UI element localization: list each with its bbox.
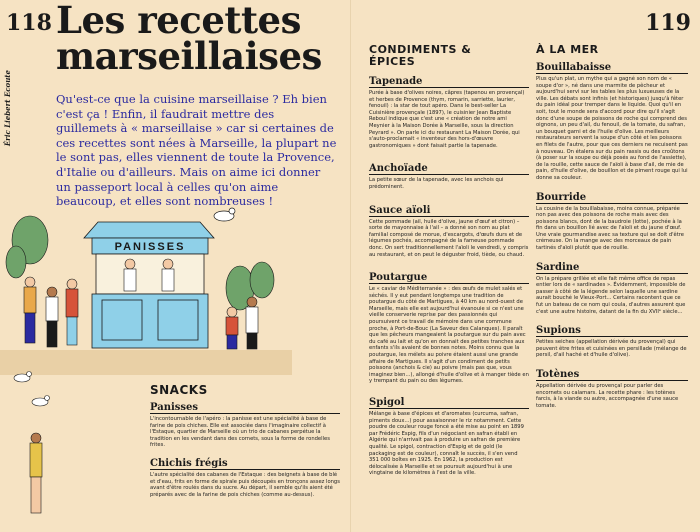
entry-text: Purée à base d'olives noires, câpres (tapenou en provençal) et herbes de Provence (thym, romarin, sarriette, laurier, fenouil) : la star de tout apéro. Dans le best-seller La Cuisinière provençale (1897), le cuisinier Jean Baptiste Reboul indique que c'est une « création de notre ami Meynier à la Maison Dorée à Marseille, sous la direction Peyrard ». On parle ici du restaurant La Maison Dorée, qui s'auto-proclamait « inventeur des hors-d'œuvre gastronomiques » dont faisait partie la tapenade. [369, 90, 525, 149]
entry-panisses [150, 402, 340, 449]
entry-text: L'autre spécialité des cabanes de l'Estaque : des beignets à base de blé et d'eau, frits en forme de spirale puis découpés en tronçons assez longs avant d'être roulés dans du sucre. Au départ, il semble qu'ils aient été préparés avec de la farine de pois chiches (comme au-dessus). [150, 471, 340, 498]
divider [536, 203, 688, 204]
divider [369, 87, 529, 88]
entry-title: Tapenade [369, 76, 423, 87]
intro-paragraph: Qu'est-ce que la cuisine marseillaise ? Eh bien c'est ça ! Enfin, il faudrait mettre des guillemets à « marseillaise » car si certaines de ces recettes sont nées à Marseille, la plupart ne le sont pas, elles viennent de toute la Provence, d'Italie ou d'ailleurs. Mais on aime ici donner un passeport local à celles qu'on aime beaucoup, et elles sont nombreuses ! [56, 92, 337, 209]
entry-text: Mélange à base d'épices et d'aromates (curcuma, safran, piments doux...) pour assaisonner le riz notamment. Cette poudre de couleur rouge foncé a été mise au point en 1899 par Frédéric Espig, fils d'un négociant en safran établi en Algérie qui n'arrivait pas à produire un safran de première qualité. Le spigol, contraction d'Espig et de gold (le packaging est de couleur), connaît le succès, il s'en vend 351 000 boîtes en 1925. En 1962, la production est délocalisée à Marseille et se poursuit aujourd'hui à une vingtaine de kilomètres à l'est de la ville. [369, 411, 524, 477]
entry-sardine [536, 262, 688, 316]
entry-supions [536, 325, 688, 359]
kiosk-sign: PANISSES [114, 241, 186, 253]
divider [369, 216, 529, 217]
section-heading-snacks: SNACKS [150, 383, 208, 397]
entry-text: Cette pommade (ail, huile d'olive, jaune d'œuf et citron) – sorte de mayonnaise à l'ail – a donné son nom au plat familial composé de morue, d'escargots, d'œufs durs et de légumes pochés, accompagné de la fameuse pommade donc. On sert traditionnellement l'aïoli le vendredi, y compris au restaurant, et on peut le déguster froid, tiède, ou chaud. [369, 218, 529, 258]
entry-bourride [536, 192, 688, 252]
divider [536, 336, 688, 337]
entry-title: Spigol [369, 397, 405, 408]
entry-title: Anchoïade [369, 163, 428, 175]
page-number-right: 119 [645, 10, 691, 36]
divider [150, 469, 340, 470]
entry-text: L'incontournable de l'apéro : la panisse est une spécialité à base de farine de pois chiches. Elle est associée dans l'imaginaire collectif à l'Estaque, quartier de Marseille où un trio de cabanes perpétue la tradition en les vendant dans des cornets, sous la forme de rondelles frites. [150, 416, 330, 449]
entry-text: Appellation dérivée du provençal pour parler des encornets ou calamars. La recette phare : les totènes farcis, à la viande ou autre, accompagnée d'une sauce tomate. [536, 383, 679, 409]
entry-text: La cousine de la bouillabaisse, moins connue, préparée non pas avec des poissons de roche mais avec des poissons blancs, dont de la baudroie (lotte), pochée à la fin dans un bouillon lié avec de l'aïoli et du jaune d'œuf. Une vraie gourmandise avec sa texture qui se doit d'être crémeuse. On la mange avec des morceaux de pain tartinés d'aïoli plutôt que de rouille. [536, 205, 684, 252]
entry-text: Le « caviar de Méditerranée » : des œufs de mulet salés et séchés. Il y eut pendant longtemps une tradition de poutargue du côté de Martigues, à 40 km au nord-ouest de Marseille, mais elle est aujourd'hui évanouie si ce n'est une vieille conserverie reprise par des passionnés qui poursuivent ce travail de mémoire dans une commune proche, à Port-de-Bouc (La Saveur des Calanques). Il paraît que les pêcheurs mangeaient la poutargue sur du pain avec du café au lait et qu'on en donnait des petites tranches aux enfants s'ils avaient de bonnes notes. Moins connu que la poutargue, les mélets au poivre étaient aussi une grande affaire de Martigues. Il s'agit d'un condiment de petits poissons (anchois & cie) au poivre (mais pas que, vous imaginez bien...), allongé d'huile d'olive et à manger tiède en y trempant du pain ou des légumes. [369, 286, 529, 385]
entry-title: Chichis frégis [150, 457, 228, 469]
page-title [56, 0, 322, 78]
divider [369, 174, 529, 175]
entry-title: Poutargue [369, 272, 428, 284]
divider [536, 273, 688, 274]
entry-title: Bourride [536, 191, 587, 203]
entry-totenes [536, 369, 688, 409]
entry-title: Sauce aïoli [369, 204, 431, 216]
entry-text: Plus qu'un plat, un mythe qui a gagné son nom de « soupe d'or », né dans une marmite de pêcheur et aujourd'hui servi sur les tables les plus luxueuses de la ville. Les débats sont infinis (et historiques) jusqu'à fêter du pain idéal pour tremper dans le liquide. Quoi qu'il en soit, tout le monde sera d'accord pour dire qu'il s'agit donc d'une soupe de poissons de roche qui comprend des oignons, un peu d'ail, du fenouil, de la tomate, du safran, un bouquet garni et de l'huile d'olive. Les meilleurs restaurateurs servent la soupe d'un côté et les poissons en filets de l'autre, pour que ces derniers ne recuisent pas à nouveau. On étalera sur du pain rassis ou des croûtons (à poser sur la soupe ou déjà posés au fond de l'assiette), de la rouille, cette sauce de l'aïoli à base d'ail, de mie de pain, d'huile d'olive, de bouillon et de piment rouge qui lui donne sa couleur. [536, 76, 688, 181]
title-line-1: Les recettes [56, 0, 301, 42]
right-page [350, 0, 700, 532]
entry-chichis [150, 458, 340, 498]
divider [369, 283, 529, 284]
entry-title: Totènes [536, 369, 580, 380]
entry-poutargue [369, 272, 529, 385]
entry-bouillabaisse [536, 62, 688, 182]
seagull-icon [214, 208, 235, 221]
kiosk-illustration [0, 200, 292, 375]
mer-section [536, 44, 688, 409]
entry-anchoiade [369, 163, 529, 190]
divider [536, 73, 688, 74]
page-number-left: 118 [6, 10, 52, 36]
divider [150, 413, 340, 414]
divider [369, 408, 529, 409]
condiments-section [369, 44, 529, 477]
section-heading-mer: À LA MER [536, 43, 599, 56]
entry-spigol [369, 397, 529, 477]
entry-title: Bouillabaisse [536, 62, 612, 73]
entry-text: Petites seiches (appellation dérivée du provençal) qui peuvent être frites et cuisinées en persillade (mélange de persil, d'ail haché et d'huile d'olive). [536, 339, 687, 359]
divider [536, 380, 688, 381]
snacks-section [150, 383, 340, 498]
entry-title: Sardine [536, 261, 580, 273]
entry-text: La petite sœur de la tapenade, avec les anchois qui prédominent. [369, 177, 504, 190]
birds-illustration [0, 362, 60, 527]
title-line-2: marseillaises [56, 34, 322, 78]
entry-title: Panisses [150, 402, 199, 413]
entry-text: On la prépare grillée et elle fait même office de repas entier lors de « sardinades ». Évidemment, impossible de passer à côté de la légende selon laquelle une sardine aurait bouché le Vieux-Port... Certains racontent que ce fut un bateau de ce nom qui coula, d'autres assurent que c'est une autre histoire, datant de la fin du XVIIᵉ siècle... [536, 275, 686, 315]
entry-aioli [369, 205, 529, 259]
entry-title: Supions [536, 325, 581, 337]
photographer-credit: Éric Liebert Ecoute [3, 70, 12, 147]
entry-tapenade [369, 76, 529, 149]
section-heading-condiments: CONDIMENTS & ÉPICES [369, 43, 472, 68]
